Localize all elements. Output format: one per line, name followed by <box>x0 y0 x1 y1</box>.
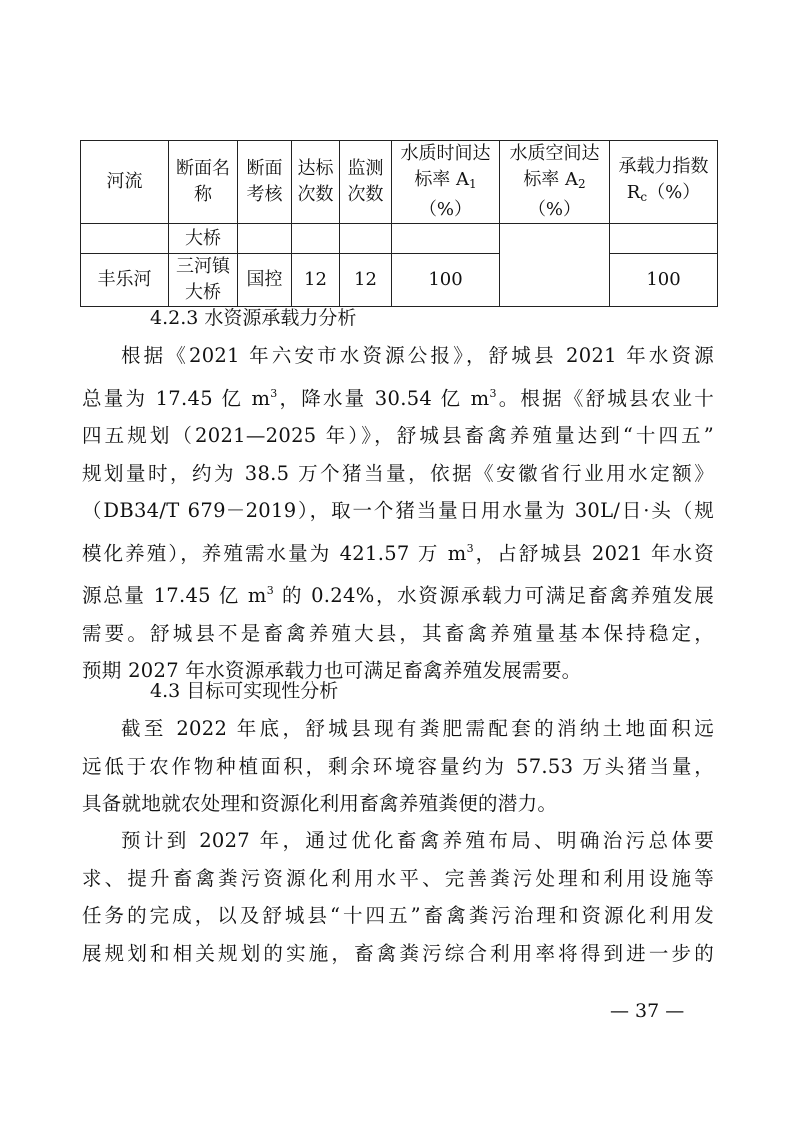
table-cell <box>292 224 340 254</box>
text-line: 规划量时，约为 38.5 万个猪当量，依据《安徽省行业用水定额》 <box>82 461 714 485</box>
page-number: — 37 — <box>610 1000 685 1022</box>
table-cell: 三河镇大桥 <box>169 254 238 307</box>
text-line: 截至 2022 年底，舒城县现有粪肥需配套的消纳土地面积远 <box>121 717 714 740</box>
header-compliance-count: 达标次数 <box>292 141 340 224</box>
text-line: 四五规划（2021—2025 年）》，舒城县畜禽养殖量达到“十四五” <box>82 424 714 447</box>
table-cell-merged <box>500 224 610 307</box>
water-quality-table <box>80 140 718 307</box>
table-cell: 100 <box>392 254 500 307</box>
table-cell <box>81 224 169 254</box>
section-heading-4-2-3: 4.2.3 水资源承载力分析 <box>150 307 357 329</box>
section-heading-4-3: 4.3 目标可实现性分析 <box>150 680 339 702</box>
table-row <box>81 254 718 307</box>
header-time-rate: 水质时间达标率 $A_1$ （%） <box>392 141 500 224</box>
header-space-rate: 水质空间达标率 $A_2(\%)$ <box>500 141 610 224</box>
text-line: 预计到 2027 年，通过优化畜禽养殖布局、明确治污总体要 <box>121 829 714 852</box>
text-line: 源总量 17.45 亿 $m^3$ 的 0.24%，水资源承载力可满足畜禽养殖发展 <box>82 584 715 607</box>
paragraph-water-capacity <box>82 337 714 690</box>
header-monitor-count: 监测次数 <box>340 141 392 224</box>
table-cell: 丰乐河 <box>81 254 169 307</box>
paragraph-2027-outlook <box>82 822 714 972</box>
header-section-name: 断面名称 <box>169 141 238 224</box>
text-line: 任务的完成，以及舒城县“十四五”畜禽粪污治理和资源化利用发 <box>82 904 714 927</box>
header-capacity-index: 承载力指数 $R_c(\%)$ <box>610 141 718 224</box>
table-cell <box>610 224 718 254</box>
table-cell: 100 <box>610 254 718 307</box>
table-cell <box>340 224 392 254</box>
text-line: 需要。舒城县不是畜禽养殖大县，其畜禽养殖量基本保持稳定， <box>82 621 714 645</box>
paragraph-capacity-potential <box>82 710 714 823</box>
text-line: 总量为 17.45 亿 $m^3$，降水量 30.54 亿 $m^3$。根据《舒城县农业十 <box>82 386 714 410</box>
text-line: 求、提升畜禽粪污资源化利用水平、完善粪污处理和利用设施等 <box>82 866 714 890</box>
header-river: 河流 <box>81 141 169 224</box>
table-row <box>81 224 718 254</box>
text-line: （DB34/T 679－2019），取一个猪当量日用水量为 30L/日·头（规 <box>82 499 714 522</box>
text-line: 预期 2027 年水资源承载力也可满足畜禽养殖发展需要。 <box>82 659 582 682</box>
text-line: 展规划和相关规划的实施，畜禽粪污综合利用率将得到进一步的 <box>82 941 714 965</box>
table-header-row <box>81 141 718 224</box>
table-cell <box>238 224 292 254</box>
text-line: 具备就地就农处理和资源化利用畜禽养殖粪便的潜力。 <box>82 792 558 815</box>
text-line: 远低于农作物种植面积，剩余环境容量约为 57.53 万头猪当量， <box>82 754 714 778</box>
table-cell: 国控 <box>238 254 292 307</box>
text-line: 根据《2021 年六安市水资源公报》，舒城县 2021 年水资源 <box>121 344 714 367</box>
text-line: 模化养殖），养殖需水量为 421.57 万 $m^3$，占舒城县 2021 年水资 <box>82 541 714 565</box>
table-cell: 12 <box>292 254 340 307</box>
table-cell <box>392 224 500 254</box>
table-cell: 大桥 <box>169 224 238 254</box>
header-assessment: 断面考核 <box>238 141 292 224</box>
table-cell: 12 <box>340 254 392 307</box>
